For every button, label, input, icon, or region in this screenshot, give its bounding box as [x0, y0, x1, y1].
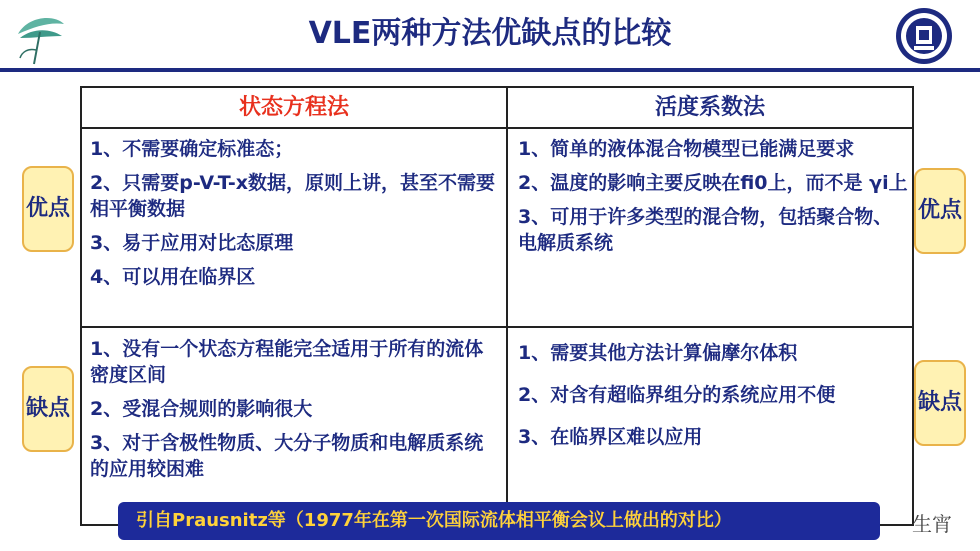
list-item: 3、可用于许多类型的混合物，包括聚合物、电解质系统: [518, 206, 893, 254]
list-item: 3、对于含极性物质、大分子物质和电解质系统的应用较困难: [90, 432, 484, 480]
header-eos-method: 状态方程法: [238, 95, 349, 120]
list-item: 2、对含有超临界组分的系统应用不便: [518, 384, 836, 406]
list-item: 1、不需要确定标准态；: [90, 138, 294, 160]
page-title: VLE两种方法优缺点的比较: [308, 16, 672, 51]
disadvantages-badge-right: 缺点: [914, 360, 966, 446]
advantages-badge-left: 优点: [22, 166, 74, 252]
list-item: 4、可以用在临界区: [90, 266, 256, 288]
advantages-badge-right: 优点: [914, 168, 966, 254]
citation-banner: 引自Prausnitz等（1977年在第一次国际流体相平衡会议上做出的对比）: [118, 502, 880, 540]
list-item: 3、在临界区难以应用: [518, 426, 703, 448]
advantages-eos-cell: [90, 136, 500, 298]
plant-logo-icon: [10, 6, 70, 66]
university-seal-icon: [894, 6, 954, 66]
disadvantages-badge-left: 缺点: [22, 366, 74, 452]
disadvantages-eos-cell: [90, 336, 500, 490]
header-activity-coefficient-method: 活度系数法: [654, 95, 765, 120]
list-item: 2、只需要p-V-T-x数据，原则上讲，甚至不需要相平衡数据: [90, 172, 496, 220]
disadvantages-activity-cell: [518, 336, 908, 462]
list-item: 2、温度的影响主要反映在fi0上，而不是 γi上: [518, 172, 908, 194]
table-column-divider: [506, 86, 508, 526]
title-underline: [0, 68, 980, 72]
list-item: 3、易于应用对比态原理: [90, 232, 294, 254]
list-item: 1、没有一个状态方程能完全适用于所有的流体密度区间: [90, 338, 484, 386]
corner-watermark-text: 生宵: [912, 512, 952, 536]
list-item: 1、简单的液体混合物模型已能满足要求: [518, 138, 855, 160]
advantages-activity-cell: [518, 136, 908, 264]
table-row-divider: [80, 326, 914, 328]
list-item: 2、受混合规则的影响很大: [90, 398, 313, 420]
list-item: 1、需要其他方法计算偏摩尔体积: [518, 342, 798, 364]
